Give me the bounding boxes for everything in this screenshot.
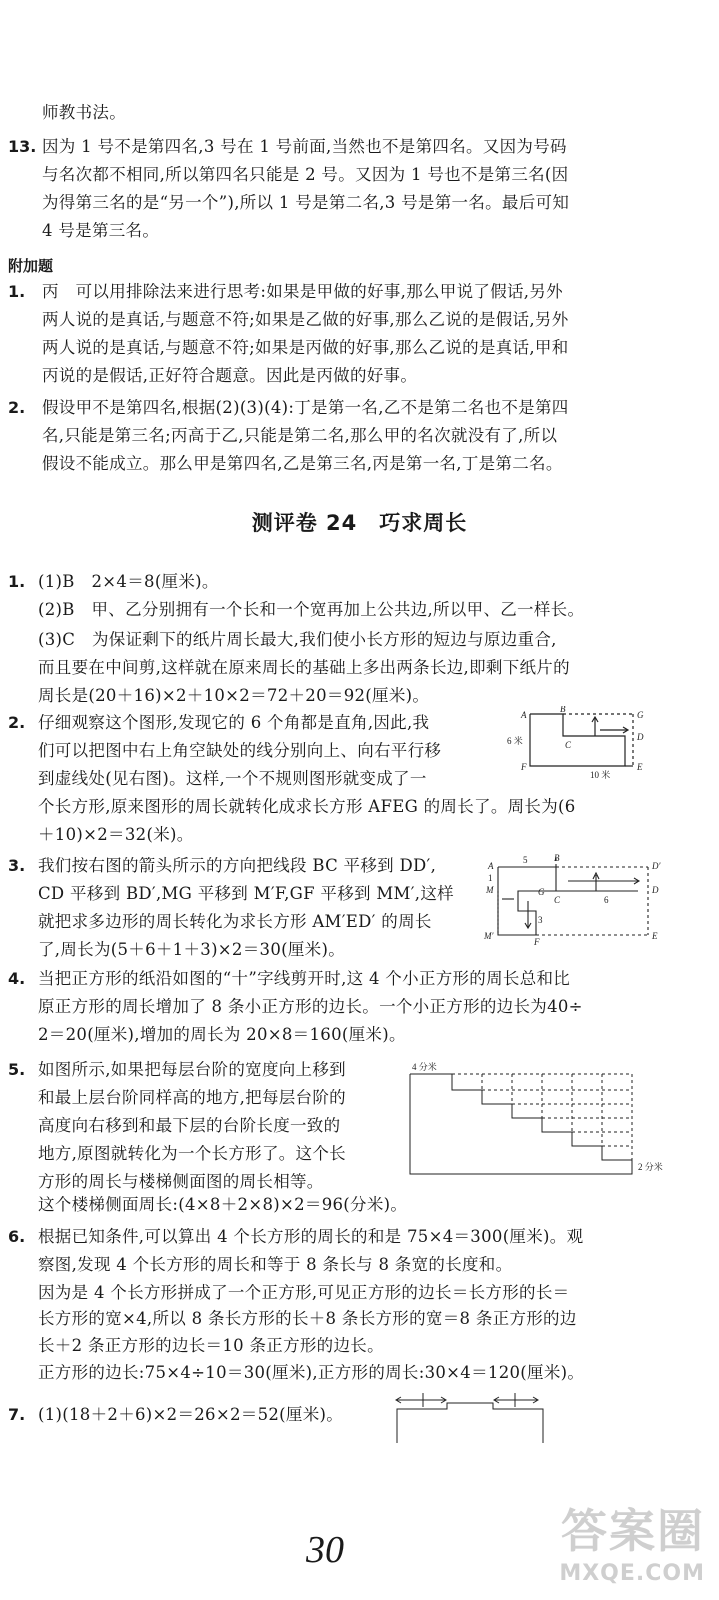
label-six-m: 6 米 (507, 736, 523, 746)
text-line: 师教书法。 (42, 103, 126, 122)
label-D: D (652, 885, 659, 895)
label-ten-m: 10 米 (590, 770, 611, 780)
label-4-dm: 4 分米 (412, 1062, 437, 1072)
watermark (559, 1495, 705, 1586)
label-six: 6 (604, 895, 609, 905)
text-line: (1)B 2×4＝8(厘米)。 (38, 572, 219, 591)
text-line: ＋10)×2＝32(米)。 (38, 825, 194, 844)
label-A: A (521, 710, 527, 720)
label-three: 3 (538, 915, 543, 925)
label-E: E (637, 762, 643, 772)
label-2-dm: 2 分米 (638, 1162, 663, 1172)
label-M-prime: M′ (484, 931, 494, 941)
text-line: 如图所示,如果把每层台阶的宽度向上移到 (38, 1060, 346, 1079)
page-title: 测评卷 24 巧求周长 (251, 511, 468, 535)
question-number: 4. (8, 969, 26, 988)
section-heading: 附加题 (8, 257, 54, 275)
label-one: 1 (488, 873, 493, 883)
text-line: 两人说的是真话,与题意不符;如果是乙做的好事,那么乙说的是假话,另外 (42, 310, 569, 329)
text-line: 长＋2 条正方形的边长＝10 条正方形的边长。 (38, 1336, 384, 1355)
text-line: 丙 可以用排除法来进行思考:如果是甲做的好事,那么甲说了假话,另外 (42, 282, 563, 301)
label-G: G (637, 710, 644, 720)
text-line: 丙说的是假话,正好符合题意。因此是丙做的好事。 (42, 366, 418, 385)
question-number: 7. (8, 1405, 26, 1424)
watermark-logo: 答案圈 (561, 1504, 705, 1558)
label-E: E (652, 931, 658, 941)
text-line: 因为是 4 个长方形拼成了一个正方形,可见正方形的边长＝长方形的长＝ (38, 1283, 570, 1302)
label-five: 5 (523, 855, 528, 865)
label-M: M (486, 885, 494, 895)
text-line: (2)B 甲、乙分别拥有一个长和一个宽再加上公共边,所以甲、乙一样长。 (38, 600, 585, 619)
page-number: 30 (306, 1529, 344, 1571)
text-line: 就把求多边形的周长转化为求长方形 AM′ED′ 的周长 (38, 912, 432, 931)
text-line: 与名次都不相同,所以第四名只能是 2 号。又因为 1 号也不是第三名(因 (42, 165, 569, 184)
label-C: C (554, 895, 561, 905)
label-C: C (565, 740, 572, 750)
text-line: 两人说的是真话,与题意不符;如果是丙做的好事,那么乙说的是真话,甲和 (42, 338, 569, 357)
label-D-prime: D′ (652, 861, 661, 871)
text-line: 根据已知条件,可以算出 4 个长方形的周长的和是 75×4＝300(厘米)。观 (38, 1227, 584, 1246)
text-line: 而且要在中间剪,这样就在原来周长的基础上多出两条长边,即剩下纸片的 (38, 658, 570, 677)
question-number: 2. (8, 713, 26, 732)
watermark-url: MXQE.COM (559, 1561, 705, 1586)
figure-q7 (385, 1385, 555, 1445)
text-line: 长方形的宽×4,所以 8 条长方形的长＋8 条长方形的宽＝8 条正方形的边 (38, 1309, 577, 1328)
text-line: 原正方形的周长增加了 8 条小正方形的边长。一个小正方形的边长为40÷ (38, 997, 583, 1016)
question-number: 3. (8, 856, 26, 875)
text-line: 到虚线处(见右图)。这样,一个不规则图形就变成了一 (38, 769, 427, 788)
label-G: G (538, 887, 545, 897)
question-number: 13. (8, 137, 37, 156)
text-line: 察图,发现 4 个长方形的周长和等于 8 条长与 8 条宽的长度和。 (38, 1255, 513, 1274)
label-F: F (521, 762, 527, 772)
label-B: B (554, 853, 560, 863)
text-line: 周长是(20＋16)×2＋10×2＝72＋20＝92(厘米)。 (38, 686, 430, 705)
text-line: 高度向右移到和最下层的台阶长度一致的 (38, 1116, 341, 1135)
text-line: (3)C 为保证剩下的纸片周长最大,我们使小长方形的短边与原边重合, (38, 630, 557, 649)
question-number: 2. (8, 398, 26, 417)
text-line: 和最上层台阶同样高的地方,把每层台阶的 (38, 1088, 346, 1107)
text-line: 了,周长为(5＋6＋1＋3)×2＝30(厘米)。 (38, 940, 346, 959)
text-line: 为得第三名的是“另一个”),所以 1 号是第二名,3 号是第一名。最后可知 (42, 193, 570, 212)
text-line: (1)(18＋2＋6)×2＝26×2＝52(厘米)。 (38, 1405, 344, 1424)
label-D: D (637, 732, 644, 742)
text-line: 正方形的边长:75×4÷10＝30(厘米),正方形的周长:30×4＝120(厘米)。 (38, 1363, 585, 1382)
label-B: B (560, 706, 566, 714)
label-F: F (534, 937, 540, 945)
text-line: 假设甲不是第四名,根据(2)(3)(4):丁是第一名,乙不是第二名也不是第四 (42, 398, 569, 417)
text-line: 4 号是第三名。 (42, 221, 160, 240)
text-line: 名,只能是第三名;丙高于乙,只能是第二名,那么甲的名次就没有了,所以 (42, 426, 558, 445)
text-line: 因为 1 号不是第四名,3 号在 1 号前面,当然也不是第四名。又因为号码 (42, 137, 567, 156)
question-number: 1. (8, 282, 26, 301)
text-line: 们可以把图中右上角空缺处的线分别向上、向右平行移 (38, 741, 442, 760)
figure-q3 (478, 853, 688, 945)
text-line: 这个楼梯侧面周长:(4×8＋2×8)×2＝96(分米)。 (38, 1195, 408, 1214)
question-number: 5. (8, 1060, 26, 1079)
question-number: 6. (8, 1227, 26, 1246)
label-A: A (488, 861, 494, 871)
text-line: 仔细观察这个图形,发现它的 6 个角都是直角,因此,我 (38, 713, 430, 732)
figure-q5-staircase (400, 1060, 700, 1188)
question-number: 1. (8, 572, 26, 591)
text-line: 当把正方形的纸沿如图的“十”字线剪开时,这 4 个小正方形的周长总和比 (38, 969, 571, 988)
text-line: 2＝20(厘米),增加的周长为 20×8＝160(厘米)。 (38, 1025, 406, 1044)
text-line: 假设不能成立。那么甲是第四名,乙是第三名,丙是第一名,丁是第二名。 (42, 454, 563, 473)
text-line: CD 平移到 BD′,MG 平移到 M′F,GF 平移到 MM′,这样 (38, 884, 454, 903)
text-line: 个长方形,原来图形的周长就转化成求长方形 AFEG 的周长了。周长为(6 (38, 797, 576, 816)
text-line: 方形的周长与楼梯侧面图的周长相等。 (38, 1172, 324, 1191)
text-line: 地方,原图就转化为一个长方形了。这个长 (38, 1144, 346, 1163)
text-line: 我们按右图的箭头所示的方向把线段 BC 平移到 DD′, (38, 856, 437, 875)
figure-q2 (505, 706, 675, 788)
